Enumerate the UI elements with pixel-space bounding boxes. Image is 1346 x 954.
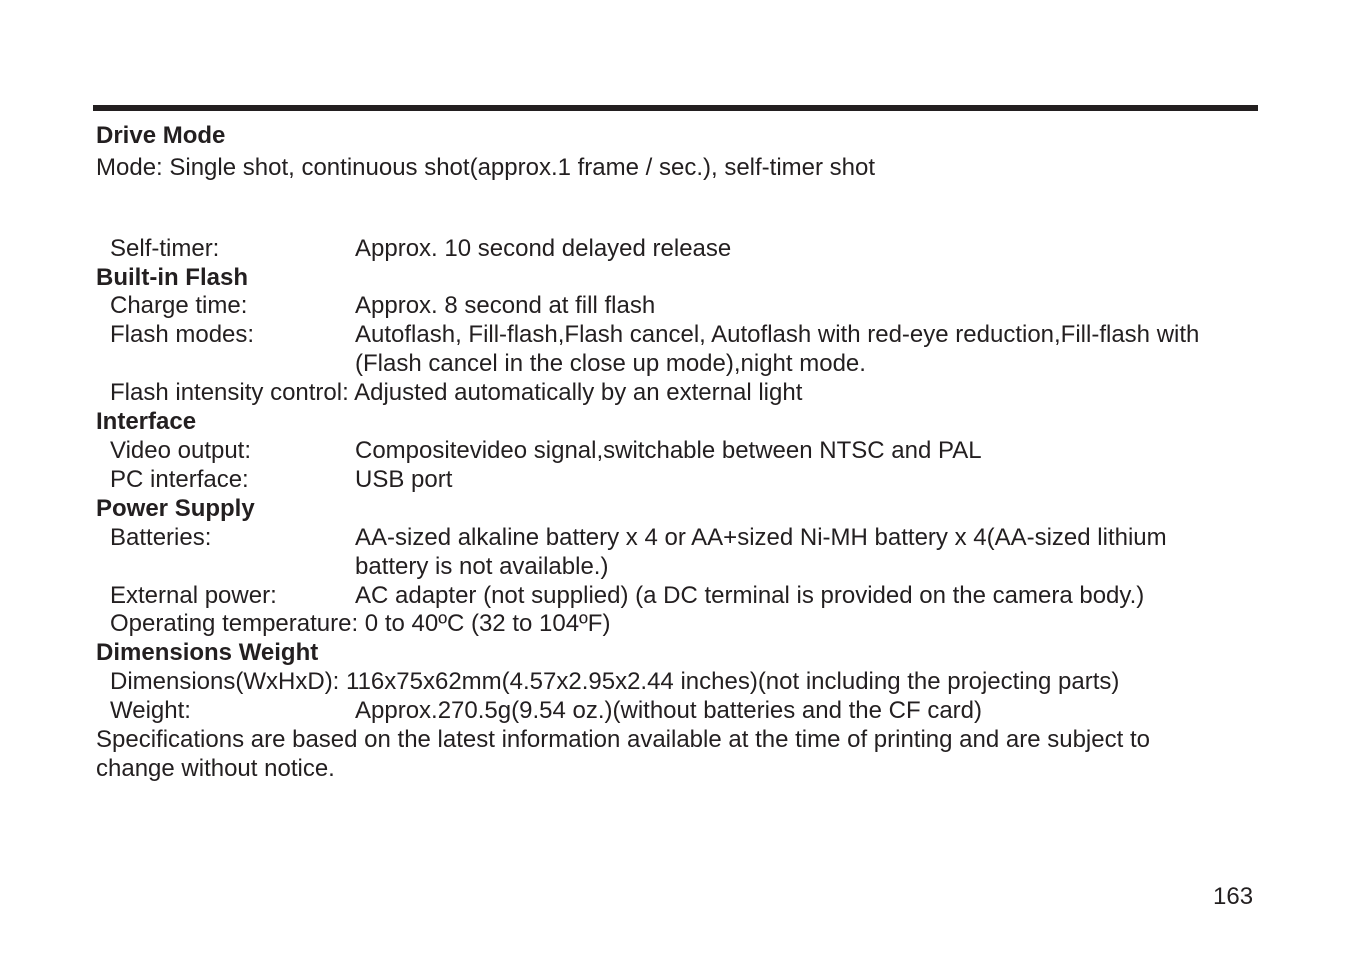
external-power-label: External power:	[110, 582, 277, 609]
charge-time-value: Approx. 8 second at fill flash	[355, 292, 656, 319]
weight-label: Weight:	[110, 697, 191, 724]
top-rule	[93, 105, 1258, 111]
operating-temperature-line: Operating temperature: 0 to 40ºC (32 to 104ºF)	[110, 610, 611, 637]
pc-interface-label: PC interface:	[110, 466, 249, 493]
page-number: 163	[1213, 883, 1254, 910]
heading-power-supply: Power Supply	[96, 495, 255, 522]
drive-mode-line: Mode: Single shot, continuous shot(approx.1 frame / sec.), self-timer shot	[96, 154, 876, 181]
heading-drive-mode: Drive Mode	[96, 122, 226, 149]
heading-dimensions-weight: Dimensions Weight	[96, 639, 319, 666]
pc-interface-value: USB port	[355, 466, 453, 493]
video-output-label: Video output:	[110, 437, 252, 464]
self-timer-label: Self-timer:	[110, 235, 220, 262]
dimensions-line: Dimensions(WxHxD): 116x75x62mm(4.57x2.95x2.44 inches)(not including the projecting parts)	[110, 668, 1120, 695]
batteries-value-line1: AA-sized alkaline battery x 4 or AA+sized Ni-MH battery x 4(AA-sized lithium	[355, 524, 1167, 551]
flash-intensity-line: Flash intensity control: Adjusted automatically by an external light	[110, 379, 803, 406]
specification-note-line1: Specifications are based on the latest information available at the time of printing and are subject to	[96, 726, 1150, 753]
batteries-label: Batteries:	[110, 524, 212, 551]
flash-modes-label: Flash modes:	[110, 321, 255, 348]
heading-interface: Interface	[96, 408, 197, 435]
charge-time-label: Charge time:	[110, 292, 248, 319]
flash-modes-value-line2: (Flash cancel in the close up mode),night mode.	[355, 350, 866, 377]
batteries-value-line2: battery is not available.)	[355, 553, 609, 580]
video-output-value: Compositevideo signal,switchable between NTSC and PAL	[355, 437, 982, 464]
weight-value: Approx.270.5g(9.54 oz.)(without batteries and the CF card)	[355, 697, 982, 724]
flash-modes-value-line1: Autoflash, Fill-flash,Flash cancel, Autoflash with red-eye reduction,Fill-flash with	[355, 321, 1200, 348]
specification-note-line2: change without notice.	[96, 755, 335, 782]
self-timer-value: Approx. 10 second delayed release	[355, 235, 732, 262]
external-power-value: AC adapter (not supplied) (a DC terminal is provided on the camera body.)	[355, 582, 1145, 609]
heading-built-in-flash: Built-in Flash	[96, 264, 248, 291]
